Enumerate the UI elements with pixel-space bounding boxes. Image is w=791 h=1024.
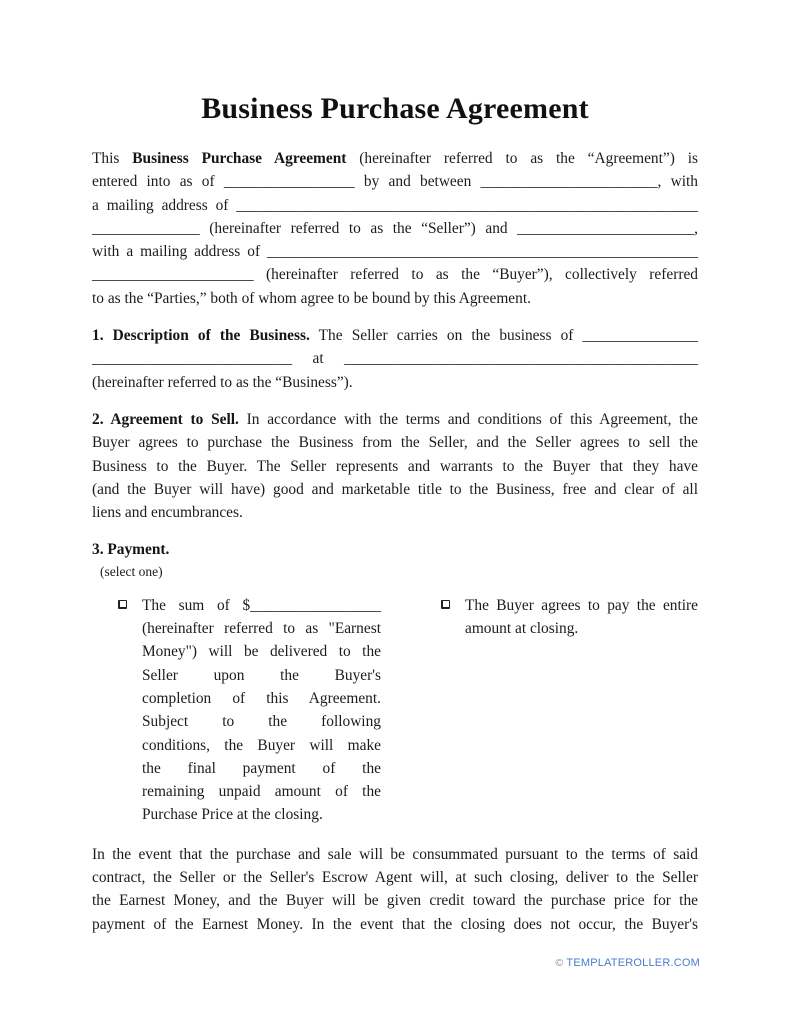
text-line: amount at closing. — [464, 620, 579, 638]
text-line: completion of this Agreement. — [142, 689, 381, 707]
checkbox-wrap — [441, 594, 455, 827]
text-line — [92, 408, 698, 431]
select-one-note: (select one) — [100, 563, 163, 579]
text-line: (hereinafter referred to as "Earnest — [142, 620, 381, 638]
text-line: payment of the Earnest Money. In the event that the closing does not occur, the Buyer's — [92, 915, 698, 933]
intro-paragraph — [92, 147, 698, 310]
text-line: conditions, the Buyer will make — [142, 736, 381, 754]
checkbox-icon[interactable] — [441, 600, 450, 609]
intro-text: (hereinafter referred to as the “Agreement”) is — [346, 150, 698, 167]
section-2-text: In accordance with the terms and conditions of this Agreement, the — [238, 410, 698, 428]
option-b-text — [465, 594, 698, 827]
payment-options — [92, 594, 698, 827]
text-line: to as the “Parties,” both of whom agree to be bound by this Agreement. — [92, 289, 531, 307]
copyright-icon: © — [555, 957, 564, 969]
payment-option-pay-at-closing[interactable] — [441, 594, 698, 827]
text-line-with-blanks: The sum of $_________________ — [142, 596, 381, 614]
section-1-text: The Seller carries on the business of _______________ — [309, 327, 698, 345]
closing-paragraph — [92, 843, 698, 936]
text-line: Seller upon the Buyer's — [142, 666, 381, 684]
text-line: remaining unpaid amount of the — [142, 783, 381, 801]
text-line: The Buyer agrees to pay the entire — [464, 596, 698, 614]
text-line-with-blanks: with a mailing address of ________________________________________________________ — [92, 243, 698, 261]
templateroller-link[interactable]: TEMPLATEROLLER.COM — [566, 957, 700, 969]
option-a-text — [142, 594, 381, 827]
section-payment — [92, 538, 698, 826]
text-line: Purchase Price at the closing. — [142, 806, 323, 824]
text-line: liens and encumbrances. — [92, 504, 243, 522]
text-line: Buyer agrees to purchase the Business from the Seller, and the Seller agrees to sell the — [92, 434, 698, 452]
text-line: Subject to the following — [142, 713, 381, 731]
checkbox-wrap — [118, 594, 132, 827]
text-line-with-blanks: a mailing address of ____________________________________________________________ — [92, 196, 698, 214]
text-line — [92, 324, 698, 347]
text-line — [92, 147, 698, 170]
text-line-with-blanks: ______________ (hereinafter referred to as the “Seller”) and _______________________, — [92, 219, 698, 237]
footer — [555, 957, 700, 969]
checkbox-icon[interactable] — [118, 600, 127, 609]
text-line — [92, 538, 698, 561]
section-1-heading: 1. Description of the Business. — [92, 327, 310, 345]
section-description-of-business — [92, 324, 698, 394]
text-line-with-blanks: _____________________ (hereinafter referred to as the “Buyer”), collectively referred — [92, 266, 698, 284]
text-line-with-blanks: entered into as of _________________ by and between _______________________, with — [92, 173, 698, 191]
page-title: Business Purchase Agreement — [201, 92, 589, 125]
section-agreement-to-sell — [92, 408, 698, 524]
text-line: In the event that the purchase and sale will be consummated pursuant to the terms of said — [92, 845, 698, 863]
text-line: the final payment of the — [142, 759, 381, 777]
intro-text: This — [92, 150, 133, 167]
payment-option-earnest-money[interactable] — [118, 594, 381, 827]
text-line: (hereinafter referred to as the “Business”). — [92, 373, 353, 391]
text-line: contract, the Seller or the Seller's Escrow Agent will, at such closing, deliver to the Seller — [92, 869, 698, 887]
section-3-heading: 3. Payment. — [92, 541, 170, 559]
agreement-name-bold: Business Purchase Agreement — [132, 150, 347, 167]
text-line-with-blanks: __________________________ at ______________________________________________ — [92, 350, 698, 368]
section-2-heading: 2. Agreement to Sell. — [92, 410, 239, 428]
text-line: (and the Buyer will have) good and marketable title to the Business, free and clear of all — [92, 480, 698, 498]
text-line: the Earnest Money, and the Buyer will be given credit toward the purchase price for the — [92, 892, 698, 910]
text-line: Money") will be delivered to the — [142, 643, 381, 661]
text-line: Business to the Buyer. The Seller represents and warrants to the Buyer that they have — [92, 457, 698, 475]
